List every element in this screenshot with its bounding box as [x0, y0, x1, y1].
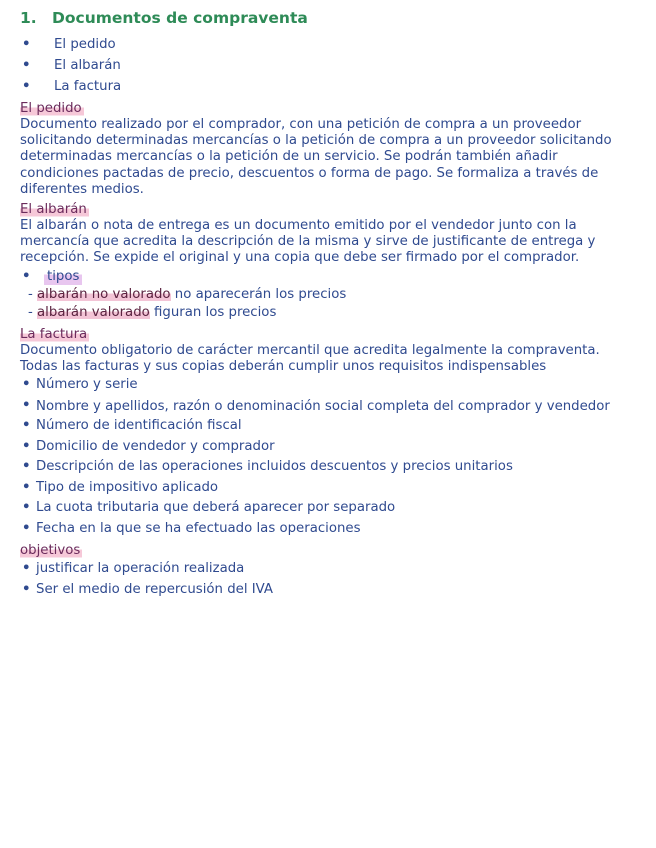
- list-item: • El pedido: [20, 34, 640, 55]
- section-heading: La factura: [20, 326, 88, 342]
- section-heading: El pedido: [20, 101, 82, 116]
- section-pedido: [20, 97, 640, 198]
- list-item: • Nombre y apellidos, razón o denominación social completa del comprador y vendedor: [20, 396, 640, 417]
- bullet-icon: •: [22, 58, 31, 73]
- bullet-icon: •: [22, 79, 31, 94]
- bullet-icon: •: [22, 438, 31, 454]
- section-objetivos: [20, 539, 640, 600]
- section-body: Documento obligatorio de carácter mercantil que acredita legalmente la compraventa. Todas las facturas y sus copias deberán cumplir unos requisitos indispensables: [20, 342, 600, 374]
- page-title: [20, 6, 640, 30]
- list-item: • La factura: [20, 76, 640, 97]
- list-item: • Número y serie: [20, 375, 640, 396]
- section-heading: objetivos: [20, 543, 81, 559]
- bullet-icon: •: [22, 418, 31, 434]
- section-factura: [20, 323, 640, 539]
- list-item: • justificar la operación realizada: [20, 559, 640, 580]
- tipos-label-row: [20, 267, 640, 286]
- requisitos-list: [20, 375, 640, 539]
- tipo-item: - albarán no valorado no aparecerán los precios: [28, 286, 347, 302]
- section-albaran: [20, 198, 640, 323]
- tipo-item: - albarán valorado figuran los precios: [28, 305, 277, 321]
- section-heading: El albarán: [20, 202, 87, 218]
- list-item: • El albarán: [20, 55, 640, 76]
- list-item: • Tipo de impositivo aplicado: [20, 478, 640, 499]
- bullet-icon: •: [22, 37, 31, 52]
- list-item: • Número de identificación fiscal: [20, 416, 640, 437]
- bullet-icon: •: [22, 561, 31, 577]
- list-item: • Descripción de las operaciones incluidos descuentos y precios unitarios: [20, 457, 640, 478]
- section-body: Documento realizado por el comprador, con una petición de compra a un proveedor solicitando determinadas mercancías o la petición de compra a un proveedor solicitando determinadas mercancías o la petición de un servicio. Se podrán también añadir condiciones pactadas de precio, descuentos o forma de pago. Se formaliza a través de diferentes medios.: [20, 117, 612, 197]
- list-item: • Ser el medio de repercusión del IVA: [20, 580, 640, 601]
- tipo-desc: figuran los precios: [149, 305, 277, 321]
- tipo-desc: no aparecerán los precios: [170, 286, 347, 302]
- bullet-icon: •: [22, 397, 31, 413]
- notes-page: [20, 6, 640, 600]
- list-item: • La cuota tributaria que deberá aparecer por separado: [20, 498, 640, 519]
- bullet-icon: •: [22, 520, 31, 536]
- bullet-icon: •: [22, 459, 31, 475]
- tipos-label: tipos: [44, 267, 82, 286]
- bullet-icon: •: [22, 500, 31, 516]
- tipo-term: albarán no valorado: [37, 286, 171, 302]
- list-item: • Domicilio de vendedor y comprador: [20, 437, 640, 458]
- title-number: 1.: [20, 9, 37, 27]
- objetivos-list: [20, 559, 640, 600]
- bullet-icon: •: [22, 581, 31, 597]
- document-types-list: [20, 34, 640, 97]
- title-text: Documentos de compraventa: [52, 9, 308, 27]
- bullet-icon: •: [22, 479, 31, 495]
- list-item: • Fecha en la que se ha efectuado las operaciones: [20, 519, 640, 540]
- section-body: El albarán o nota de entrega es un documento emitido por el vendedor junto con la mercancía que acredita la descripción de la misma y sirve de justificante de entrega y recepción. Se expide el original y una copia que debe ser firmado por el comprador.: [20, 218, 596, 266]
- bullet-icon: •: [22, 268, 31, 284]
- bullet-icon: •: [22, 377, 31, 393]
- tipo-term: albarán valorado: [37, 305, 150, 321]
